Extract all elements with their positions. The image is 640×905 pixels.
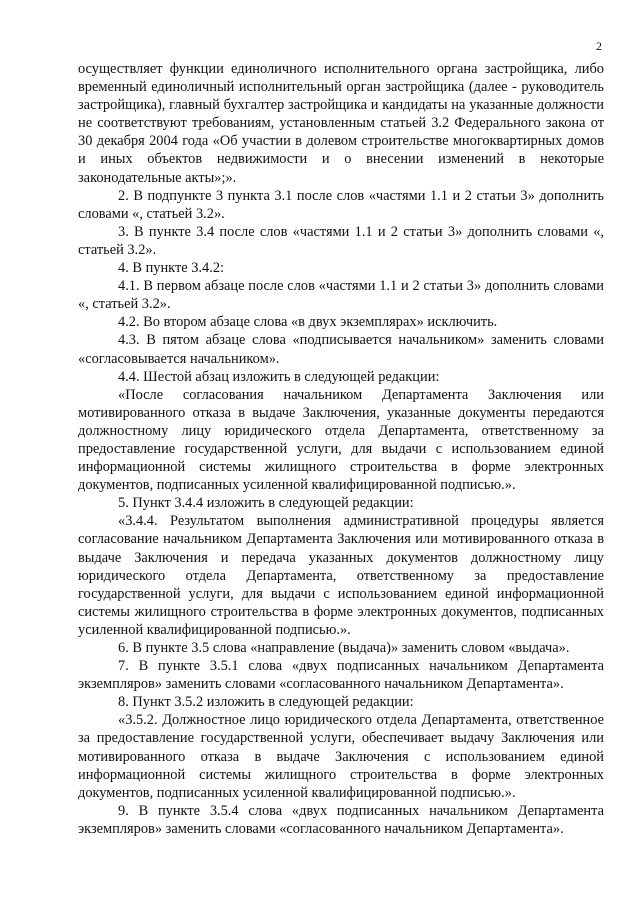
- paragraph-item-8: 8. Пункт 3.5.2 изложить в следующей редакции:: [118, 694, 414, 711]
- paragraph-item-4: 4. В пункте 3.4.2:: [118, 260, 225, 277]
- paragraph-item-5: 5. Пункт 3.4.4 изложить в следующей редакции:: [118, 495, 414, 512]
- paragraph-item-7: 7. В пункте 3.5.1 слова «двух подписанных начальником Департамента экземпляров» заменить словами «согласованного начальником Департамента».: [78, 658, 604, 693]
- paragraph-item-4-3: 4.3. В пятом абзаце слова «подписывается начальником» заменить словами «согласовывается начальником».: [78, 332, 604, 367]
- paragraph-item-2: 2. В подпункте 3 пункта 3.1 после слов «частями 1.1 и 2 статьи 3» дополнить словами «, статьей 3.2».: [78, 187, 604, 222]
- paragraph-item-4-1: 4.1. В первом абзаце после слов «частями 1.1 и 2 статьи 3» дополнить словами «, статьей 3.2».: [78, 278, 604, 313]
- paragraph-item-4-4: 4.4. Шестой абзац изложить в следующей редакции:: [118, 368, 440, 385]
- paragraph-quote-4-4: «После согласования начальником Департамента Заключения или мотивированного отказа в выдаче Заключения, указанные документы передаются должностному лицу юридического отдела Департамента, ответственному за предоставление государственной услуги, для выдачи с использованием единой информационной системы жилищного строительства в форме электронных документов, подписанных усиленной квалифицированной подписью.».: [78, 386, 604, 494]
- paragraph-item-4-2: 4.2. Во втором абзаце слова «в двух экземплярах» исключить.: [118, 314, 498, 331]
- paragraph-quote-3-4-4: «3.4.4. Результатом выполнения административной процедуры является согласование начальником Департамента Заключения или мотивированного отказа в выдаче Заключения и передача указанных документов должностному лицу юридического отдела Департамента, ответственному за предоставление государственной услуги, для выдачи с использованием единой информационной системы жилищного строительства в форме электронных документов, подписанных усиленной квалифицированной подписью.».: [78, 513, 604, 638]
- paragraph-item-6: 6. В пункте 3.5 слова «направление (выдача)» заменить словом «выдача».: [118, 640, 570, 656]
- paragraph-quote-3-5-2: «3.5.2. Должностное лицо юридического отдела Департамента, ответственное за предоставление государственной услуги, обеспечивает выдачу Заключения или мотивированного отказа в выдаче Заключения с использованием единой информационной системы жилищного строительства в форме электронных документов, подписанных усиленной квалифицированной подписью.».: [78, 712, 604, 801]
- page-number: 2: [596, 39, 602, 53]
- paragraph-item-9: 9. В пункте 3.5.4 слова «двух подписанных начальником Департамента экземпляров» заменить словами «согласованного начальником Департамента».: [78, 802, 604, 837]
- paragraph-item-3: 3. В пункте 3.4 после слов «частями 1.1 и 2 статьи 3» дополнить словами «, статьей 3.2».: [78, 223, 604, 258]
- document-body: [78, 60, 604, 838]
- paragraph-continuation: осуществляет функции единоличного исполнительного органа застройщика, либо временный единоличный исполнительный орган застройщика (далее - руководитель застройщика), главный бухгалтер застройщика и кандидаты на указанные должности не соответствуют требованиям, установленным статьей 3.2 Федерального закона от 30 декабря 2004 года «Об участии в долевом строительстве многоквартирных домов и иных объектов недвижимости и о внесении изменений в некоторые законодательные акты»;».: [78, 61, 604, 186]
